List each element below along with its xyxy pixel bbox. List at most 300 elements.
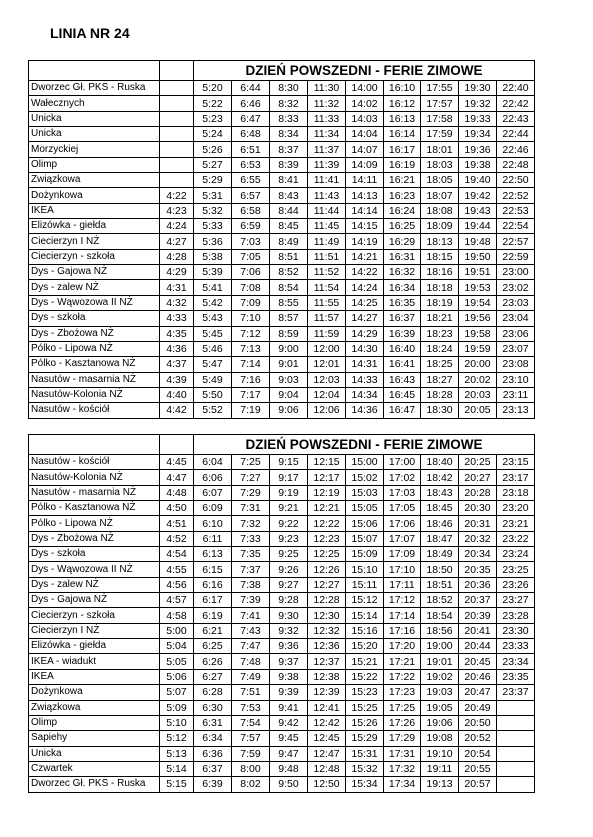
stop-name: Sapiehy xyxy=(29,731,160,746)
stop-name: Nasutów-Kolonia NŻ xyxy=(29,387,160,402)
departure-time: 9:45 xyxy=(270,731,308,746)
departure-time: 19:53 xyxy=(459,280,497,295)
departure-time: 22:54 xyxy=(497,219,535,234)
departure-time: 9:01 xyxy=(270,357,308,372)
departure-time: 9:06 xyxy=(270,403,308,418)
departure-time: 5:49 xyxy=(194,372,232,387)
departure-time: 15:14 xyxy=(346,608,384,623)
departure-time: 7:19 xyxy=(232,403,270,418)
departure-time: 12:06 xyxy=(308,403,346,418)
departure-time: 22:52 xyxy=(497,188,535,203)
table-row xyxy=(29,731,535,746)
departure-time: 5:24 xyxy=(194,127,232,142)
departure-time: 17:34 xyxy=(384,777,421,792)
departure-time: 14:27 xyxy=(346,311,384,326)
stop-name: Pólko - Lipowa NŻ xyxy=(29,341,160,356)
departure-time: 4:39 xyxy=(160,372,194,387)
departure-time: 12:37 xyxy=(308,654,346,669)
departure-time: 12:28 xyxy=(308,593,346,608)
departure-time: 5:12 xyxy=(160,731,194,746)
table-row xyxy=(29,341,535,356)
departure-time: 6:09 xyxy=(194,501,232,516)
departure-time: 8:49 xyxy=(270,234,308,249)
stop-name: Ciecierzyn - szkoła xyxy=(29,608,160,623)
departure-time: 14:29 xyxy=(346,326,384,341)
header-row xyxy=(29,435,535,455)
departure-time: 16:31 xyxy=(384,249,421,264)
departure-time: 17:02 xyxy=(384,470,421,485)
departure-time: 19:51 xyxy=(459,265,497,280)
departure-time: 4:52 xyxy=(160,531,194,546)
table-row xyxy=(29,127,535,142)
stop-name: Dys - Gajowa NŻ xyxy=(29,593,160,608)
departure-time: 14:11 xyxy=(346,173,384,188)
departure-time: 23:27 xyxy=(497,593,535,608)
departure-time: 9:21 xyxy=(270,501,308,516)
stop-name: Unicka xyxy=(29,746,160,761)
departure-time: 20:46 xyxy=(459,669,497,684)
table-row xyxy=(29,157,535,172)
departure-time: 22:43 xyxy=(497,111,535,126)
stop-name: Nasutów - kościół xyxy=(29,455,160,470)
stop-name: Olimp xyxy=(29,715,160,730)
departure-time: 22:44 xyxy=(497,127,535,142)
departure-time: 9:47 xyxy=(270,746,308,761)
departure-time: 9:27 xyxy=(270,577,308,592)
departure-time: 9:36 xyxy=(270,639,308,654)
departure-time: 8:57 xyxy=(270,311,308,326)
departure-time: 9:23 xyxy=(270,531,308,546)
departure-time: 12:01 xyxy=(308,357,346,372)
table-row xyxy=(29,311,535,326)
departure-time: 5:42 xyxy=(194,295,232,310)
departure-time: 23:13 xyxy=(497,403,535,418)
departure-time: 12:38 xyxy=(308,669,346,684)
departure-time: 6:58 xyxy=(232,203,270,218)
schedule-header: DZIEŃ POWSZEDNI - FERIE ZIMOWE xyxy=(194,435,535,455)
stop-name: Dys - Zbożowa NŻ xyxy=(29,326,160,341)
departure-time: 7:57 xyxy=(232,731,270,746)
table-row xyxy=(29,700,535,715)
table-row xyxy=(29,485,535,500)
departure-time: 4:51 xyxy=(160,516,194,531)
table-row xyxy=(29,623,535,638)
departure-time: 17:32 xyxy=(384,761,421,776)
table-row xyxy=(29,142,535,157)
departure-time: 5:07 xyxy=(160,685,194,700)
departure-time: 18:50 xyxy=(421,562,459,577)
departure-time: 5:31 xyxy=(194,188,232,203)
departure-time: 7:16 xyxy=(232,372,270,387)
header-empty-cell xyxy=(160,61,194,81)
departure-time: 8:54 xyxy=(270,280,308,295)
departure-time xyxy=(497,761,535,776)
departure-time: 11:49 xyxy=(308,234,346,249)
stop-name: Pólko - Kasztanowa NŻ xyxy=(29,357,160,372)
stop-name: IKEA xyxy=(29,203,160,218)
table-row xyxy=(29,501,535,516)
table-row xyxy=(29,746,535,761)
departure-time: 22:59 xyxy=(497,249,535,264)
stop-name: Dworzec Gł. PKS - Ruska xyxy=(29,777,160,792)
departure-time: 20:49 xyxy=(459,700,497,715)
departure-time: 19:43 xyxy=(459,203,497,218)
departure-time: 20:50 xyxy=(459,715,497,730)
departure-time: 5:45 xyxy=(194,326,232,341)
departure-time: 7:43 xyxy=(232,623,270,638)
departure-time: 18:54 xyxy=(421,608,459,623)
departure-time: 23:21 xyxy=(497,516,535,531)
departure-time: 12:21 xyxy=(308,501,346,516)
departure-time: 9:50 xyxy=(270,777,308,792)
departure-time: 23:02 xyxy=(497,280,535,295)
departure-time: 20:03 xyxy=(459,387,497,402)
departure-time: 6:59 xyxy=(232,219,270,234)
departure-time: 15:34 xyxy=(346,777,384,792)
table-row xyxy=(29,608,535,623)
departure-time: 6:30 xyxy=(194,700,232,715)
departure-time: 16:32 xyxy=(384,265,421,280)
departure-time: 18:30 xyxy=(421,403,459,418)
departure-time: 6:55 xyxy=(232,173,270,188)
departure-time: 4:56 xyxy=(160,577,194,592)
departure-time: 7:49 xyxy=(232,669,270,684)
departure-time: 5:39 xyxy=(194,265,232,280)
departure-time: 4:45 xyxy=(160,455,194,470)
stop-name: Dys - szkoła xyxy=(29,311,160,326)
departure-time: 5:47 xyxy=(194,357,232,372)
departure-time: 17:31 xyxy=(384,746,421,761)
departure-time: 4:50 xyxy=(160,501,194,516)
departure-time: 5:32 xyxy=(194,203,232,218)
departure-time: 16:19 xyxy=(384,157,421,172)
departure-time: 5:27 xyxy=(194,157,232,172)
page-title: LINIA NR 24 xyxy=(50,25,130,41)
departure-time: 22:40 xyxy=(497,81,535,96)
departure-time: 5:20 xyxy=(194,81,232,96)
departure-time: 7:06 xyxy=(232,265,270,280)
departure-time: 20:39 xyxy=(459,608,497,623)
table-row xyxy=(29,593,535,608)
departure-time: 15:25 xyxy=(346,700,384,715)
departure-time: 14:25 xyxy=(346,295,384,310)
departure-time: 12:04 xyxy=(308,387,346,402)
departure-time: 18:56 xyxy=(421,623,459,638)
departure-time: 23:00 xyxy=(497,265,535,280)
departure-time: 16:34 xyxy=(384,280,421,295)
departure-time: 4:36 xyxy=(160,341,194,356)
table-row xyxy=(29,715,535,730)
table-row xyxy=(29,188,535,203)
departure-time: 5:50 xyxy=(194,387,232,402)
departure-time: 15:22 xyxy=(346,669,384,684)
departure-time: 12:15 xyxy=(308,455,346,470)
departure-time: 20:00 xyxy=(459,357,497,372)
departure-time: 17:55 xyxy=(421,81,459,96)
departure-time: 19:13 xyxy=(421,777,459,792)
table-row xyxy=(29,685,535,700)
departure-time: 23:03 xyxy=(497,295,535,310)
departure-time: 4:33 xyxy=(160,311,194,326)
departure-time: 20:32 xyxy=(459,531,497,546)
departure-time: 20:47 xyxy=(459,685,497,700)
departure-time: 11:51 xyxy=(308,249,346,264)
departure-time: 7:38 xyxy=(232,577,270,592)
departure-time: 18:52 xyxy=(421,593,459,608)
departure-time: 9:15 xyxy=(270,455,308,470)
departure-time: 18:43 xyxy=(421,485,459,500)
departure-time: 23:10 xyxy=(497,372,535,387)
stop-name: Dożynkowa xyxy=(29,685,160,700)
departure-time: 6:11 xyxy=(194,531,232,546)
departure-time: 12:41 xyxy=(308,700,346,715)
departure-time: 11:57 xyxy=(308,311,346,326)
stop-name: Dworzec Gł. PKS - Ruska xyxy=(29,81,160,96)
departure-time: 4:24 xyxy=(160,219,194,234)
stop-name: IKEA xyxy=(29,669,160,684)
table-row xyxy=(29,249,535,264)
stop-name: Dys - Zbożowa NŻ xyxy=(29,531,160,546)
departure-time: 4:23 xyxy=(160,203,194,218)
departure-time: 23:30 xyxy=(497,623,535,638)
stop-name: Dys - zalew NŻ xyxy=(29,280,160,295)
departure-time: 17:05 xyxy=(384,501,421,516)
departure-time: 6:39 xyxy=(194,777,232,792)
departure-time: 14:22 xyxy=(346,265,384,280)
departure-time: 8:59 xyxy=(270,326,308,341)
departure-time: 19:11 xyxy=(421,761,459,776)
header-empty-cell xyxy=(160,435,194,455)
departure-time: 11:34 xyxy=(308,127,346,142)
departure-time: 4:35 xyxy=(160,326,194,341)
departure-time: 15:06 xyxy=(346,516,384,531)
departure-time: 15:31 xyxy=(346,746,384,761)
table-row xyxy=(29,280,535,295)
departure-time: 9:26 xyxy=(270,562,308,577)
departure-time: 17:14 xyxy=(384,608,421,623)
stop-name: Pólko - Lipowa NŻ xyxy=(29,516,160,531)
departure-time: 18:49 xyxy=(421,547,459,562)
departure-time: 11:59 xyxy=(308,326,346,341)
departure-time: 16:47 xyxy=(384,403,421,418)
departure-time: 5:26 xyxy=(194,142,232,157)
departure-time: 8:45 xyxy=(270,219,308,234)
departure-time: 8:43 xyxy=(270,188,308,203)
departure-time: 5:41 xyxy=(194,280,232,295)
departure-time: 16:17 xyxy=(384,142,421,157)
departure-time: 18:24 xyxy=(421,341,459,356)
departure-time: 16:23 xyxy=(384,188,421,203)
departure-time: 12:00 xyxy=(308,341,346,356)
departure-time: 23:17 xyxy=(497,470,535,485)
departure-time: 23:37 xyxy=(497,685,535,700)
table-row xyxy=(29,219,535,234)
stop-name: Nasutów-Kolonia NŻ xyxy=(29,470,160,485)
departure-time: 6:04 xyxy=(194,455,232,470)
departure-time: 19:34 xyxy=(459,127,497,142)
departure-time: 16:10 xyxy=(384,81,421,96)
departure-time xyxy=(497,746,535,761)
departure-time: 5:00 xyxy=(160,623,194,638)
departure-time: 18:47 xyxy=(421,531,459,546)
departure-time: 17:06 xyxy=(384,516,421,531)
departure-time: 9:22 xyxy=(270,516,308,531)
departure-time: 19:36 xyxy=(459,142,497,157)
departure-time: 17:11 xyxy=(384,577,421,592)
departure-time: 12:50 xyxy=(308,777,346,792)
departure-time: 5:36 xyxy=(194,234,232,249)
departure-time: 4:31 xyxy=(160,280,194,295)
departure-time xyxy=(160,142,194,157)
departure-time: 18:21 xyxy=(421,311,459,326)
departure-time: 4:27 xyxy=(160,234,194,249)
departure-time: 20:35 xyxy=(459,562,497,577)
departure-time: 7:14 xyxy=(232,357,270,372)
stop-name: Unicka xyxy=(29,111,160,126)
departure-time: 12:39 xyxy=(308,685,346,700)
departure-time: 19:03 xyxy=(421,685,459,700)
departure-time: 12:17 xyxy=(308,470,346,485)
departure-time: 17:22 xyxy=(384,669,421,684)
departure-time: 9:25 xyxy=(270,547,308,562)
departure-time: 7:08 xyxy=(232,280,270,295)
departure-time: 7:47 xyxy=(232,639,270,654)
departure-time: 9:04 xyxy=(270,387,308,402)
stop-name: Ciecierzyn I NŻ xyxy=(29,234,160,249)
departure-time: 9:19 xyxy=(270,485,308,500)
departure-time: 16:24 xyxy=(384,203,421,218)
departure-time: 9:37 xyxy=(270,654,308,669)
departure-time: 14:15 xyxy=(346,219,384,234)
departure-time: 17:20 xyxy=(384,639,421,654)
departure-time: 11:55 xyxy=(308,295,346,310)
departure-time: 6:51 xyxy=(232,142,270,157)
departure-time: 11:44 xyxy=(308,203,346,218)
departure-time: 19:59 xyxy=(459,341,497,356)
departure-time: 20:37 xyxy=(459,593,497,608)
departure-time: 18:23 xyxy=(421,326,459,341)
departure-time: 8:51 xyxy=(270,249,308,264)
departure-time: 22:53 xyxy=(497,203,535,218)
table-row xyxy=(29,96,535,111)
departure-time: 12:45 xyxy=(308,731,346,746)
departure-time: 14:03 xyxy=(346,111,384,126)
departure-time: 7:41 xyxy=(232,608,270,623)
stop-name: Morzyckiej xyxy=(29,142,160,157)
departure-time: 19:01 xyxy=(421,654,459,669)
stop-name: Dożynkowa xyxy=(29,188,160,203)
departure-time: 14:36 xyxy=(346,403,384,418)
departure-time: 23:08 xyxy=(497,357,535,372)
departure-time: 5:29 xyxy=(194,173,232,188)
departure-time: 14:04 xyxy=(346,127,384,142)
departure-time: 6:10 xyxy=(194,516,232,531)
departure-time: 6:17 xyxy=(194,593,232,608)
departure-time: 6:36 xyxy=(194,746,232,761)
departure-time: 12:32 xyxy=(308,623,346,638)
departure-time: 6:15 xyxy=(194,562,232,577)
departure-time: 12:48 xyxy=(308,761,346,776)
departure-time: 15:09 xyxy=(346,547,384,562)
departure-time: 16:37 xyxy=(384,311,421,326)
stop-name: Olimp xyxy=(29,157,160,172)
departure-time: 23:11 xyxy=(497,387,535,402)
table-row xyxy=(29,372,535,387)
departure-time xyxy=(497,777,535,792)
departure-time: 18:07 xyxy=(421,188,459,203)
departure-time: 12:26 xyxy=(308,562,346,577)
departure-time: 20:57 xyxy=(459,777,497,792)
schedule-header: DZIEŃ POWSZEDNI - FERIE ZIMOWE xyxy=(194,61,535,81)
departure-time: 7:59 xyxy=(232,746,270,761)
departure-time: 5:04 xyxy=(160,639,194,654)
departure-time: 15:29 xyxy=(346,731,384,746)
departure-time xyxy=(497,715,535,730)
departure-time: 16:41 xyxy=(384,357,421,372)
departure-time: 23:28 xyxy=(497,608,535,623)
table-row xyxy=(29,265,535,280)
departure-time: 7:09 xyxy=(232,295,270,310)
table-row xyxy=(29,326,535,341)
departure-time: 6:37 xyxy=(194,761,232,776)
departure-time: 15:21 xyxy=(346,654,384,669)
stop-name: Czwartek xyxy=(29,761,160,776)
departure-time: 7:37 xyxy=(232,562,270,577)
departure-time: 23:07 xyxy=(497,341,535,356)
departure-time: 5:33 xyxy=(194,219,232,234)
departure-time: 5:09 xyxy=(160,700,194,715)
departure-time: 16:14 xyxy=(384,127,421,142)
stop-name: Pólko - Kasztanowa NŻ xyxy=(29,501,160,516)
departure-time: 5:46 xyxy=(194,341,232,356)
departure-time: 20:41 xyxy=(459,623,497,638)
departure-time: 6:16 xyxy=(194,577,232,592)
departure-time: 14:24 xyxy=(346,280,384,295)
departure-time: 22:48 xyxy=(497,157,535,172)
departure-time: 6:21 xyxy=(194,623,232,638)
departure-time: 4:37 xyxy=(160,357,194,372)
departure-time: 19:08 xyxy=(421,731,459,746)
departure-time: 7:10 xyxy=(232,311,270,326)
departure-time: 23:33 xyxy=(497,639,535,654)
departure-time: 11:39 xyxy=(308,157,346,172)
departure-time xyxy=(497,731,535,746)
departure-time xyxy=(497,700,535,715)
departure-time: 17:07 xyxy=(384,531,421,546)
departure-time: 9:39 xyxy=(270,685,308,700)
departure-time: 9:28 xyxy=(270,593,308,608)
departure-time: 20:36 xyxy=(459,577,497,592)
departure-time: 20:31 xyxy=(459,516,497,531)
departure-time: 15:07 xyxy=(346,531,384,546)
departure-time: 17:21 xyxy=(384,654,421,669)
departure-time xyxy=(160,173,194,188)
departure-time: 18:51 xyxy=(421,577,459,592)
departure-time: 23:15 xyxy=(497,455,535,470)
departure-time: 17:58 xyxy=(421,111,459,126)
table-row xyxy=(29,173,535,188)
departure-time: 17:09 xyxy=(384,547,421,562)
departure-time: 7:17 xyxy=(232,387,270,402)
departure-time: 16:13 xyxy=(384,111,421,126)
departure-time: 7:53 xyxy=(232,700,270,715)
departure-time: 18:03 xyxy=(421,157,459,172)
departure-time: 5:38 xyxy=(194,249,232,264)
stop-name: Ciecierzyn - szkoła xyxy=(29,249,160,264)
stop-name: Dys - Wąwozowa II NŻ xyxy=(29,295,160,310)
departure-time: 23:18 xyxy=(497,485,535,500)
departure-time: 14:21 xyxy=(346,249,384,264)
